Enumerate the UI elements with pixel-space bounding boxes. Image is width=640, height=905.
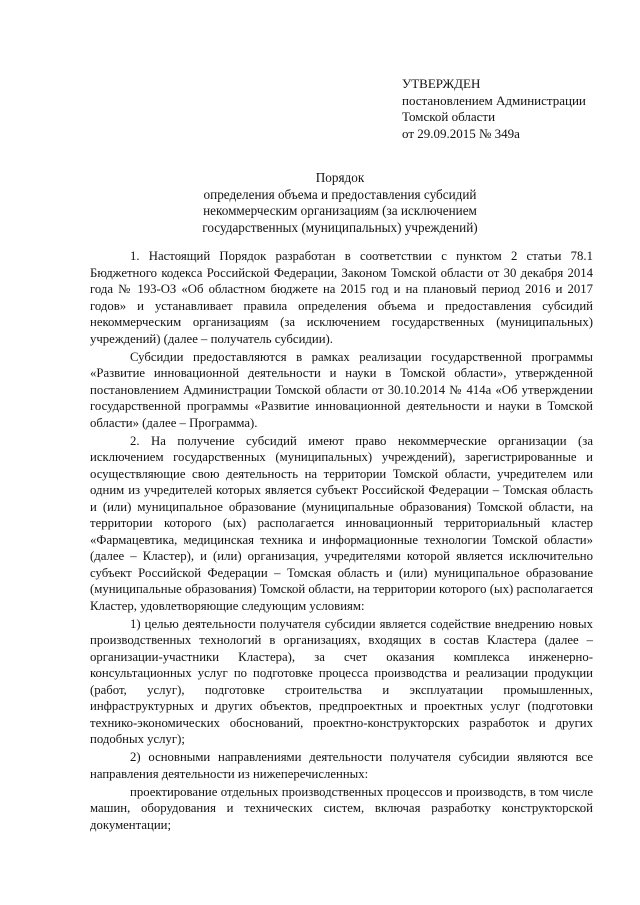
paragraph: 2) основными направлениями деятельности получателя субсидии являются все направления деятельности из нижеперечисленных:: [90, 750, 593, 781]
approval-date-number: от 29.09.2015 № 349а: [402, 125, 520, 141]
document-title: [90, 170, 590, 236]
title-line-2: определения объема и предоставления субсидий: [203, 186, 477, 202]
paragraph: 1) целью деятельности получателя субсидии является содействие внедрению новых производственных технологий в организациях, входящих в состав Кластера (далее – организации-участники Кластера), за счет оказания комплекса инженерно-консультационных услуг по подготовке процесса производства и реализации продукции (работ, услуг), подготовке строительства и эксплуатации промышленных, инфраструктурных и других объектов, предпроектных и проектных услуг (подготовки технико-экономических обоснований, проектно-конструкторских разработок и других подобных услуг);: [90, 616, 593, 746]
approval-stamp: [402, 76, 586, 142]
approval-heading: УТВЕРЖДЕН: [402, 76, 481, 91]
paragraph: 1. Настоящий Порядок разработан в соответствии с пунктом 2 статьи 78.1 Бюджетного кодекса Российской Федерации, Законом Томской области от 30 декабря 2014 года № 193-ОЗ «Об областном бюджете на 2015 год и на плановый период 2016 и 2017 годов» и устанавливает правила определения объема и предоставления субсидий некоммерческим организациям (за исключением государственных (муниципальных) учреждений) (далее – получатель субсидии).: [90, 249, 593, 346]
title-line-3: некоммерческим организациям (за исключением: [203, 203, 477, 218]
paragraph: Субсидии предоставляются в рамках реализации государственной программы «Развитие инновационной деятельности и науки в Томской области», утвержденной постановлением Администрации Томской области от 30.10.2014 № 414а «Об утверждении государственной программы «Развитие инновационной деятельности и науки в Томской области» (далее – Программа).: [90, 349, 593, 430]
paragraph: 2. На получение субсидий имеют право некоммерческие организации (за исключением государственных (муниципальных) учреждений), зарегистрированные и осуществляющие свою деятельность на территории Томской области, учредителем или одним из учредителей которых является субъект Российской Федерации – Томская область и (или) муниципальное образование (муниципальные образования) Томской области, на территории которого (ых) располагается инновационный территориальный кластер «Фармацевтика, медицинская техника и информационные технологии Томской области» (далее – Кластер), и (или) организация, учредителями которой является исключительно субъект Российской Федерации – Томская область и (или) муниципальное образование (муниципальные образования) Томской области, на территории которого (ых) располагается Кластер, удовлетворяющие следующим условиям:: [90, 433, 593, 613]
title-line-4: государственных (муниципальных) учреждений): [202, 219, 478, 235]
approval-region: Томской области: [402, 109, 496, 124]
title-line-1: Порядок: [315, 170, 365, 185]
approval-authority: постановлением Администрации: [402, 92, 586, 108]
paragraph: проектирование отдельных производственных процессов и производств, в том числе машин, оборудования и технических систем, включая разработку конструкторской документации;: [90, 784, 593, 832]
document-body: [90, 248, 593, 835]
